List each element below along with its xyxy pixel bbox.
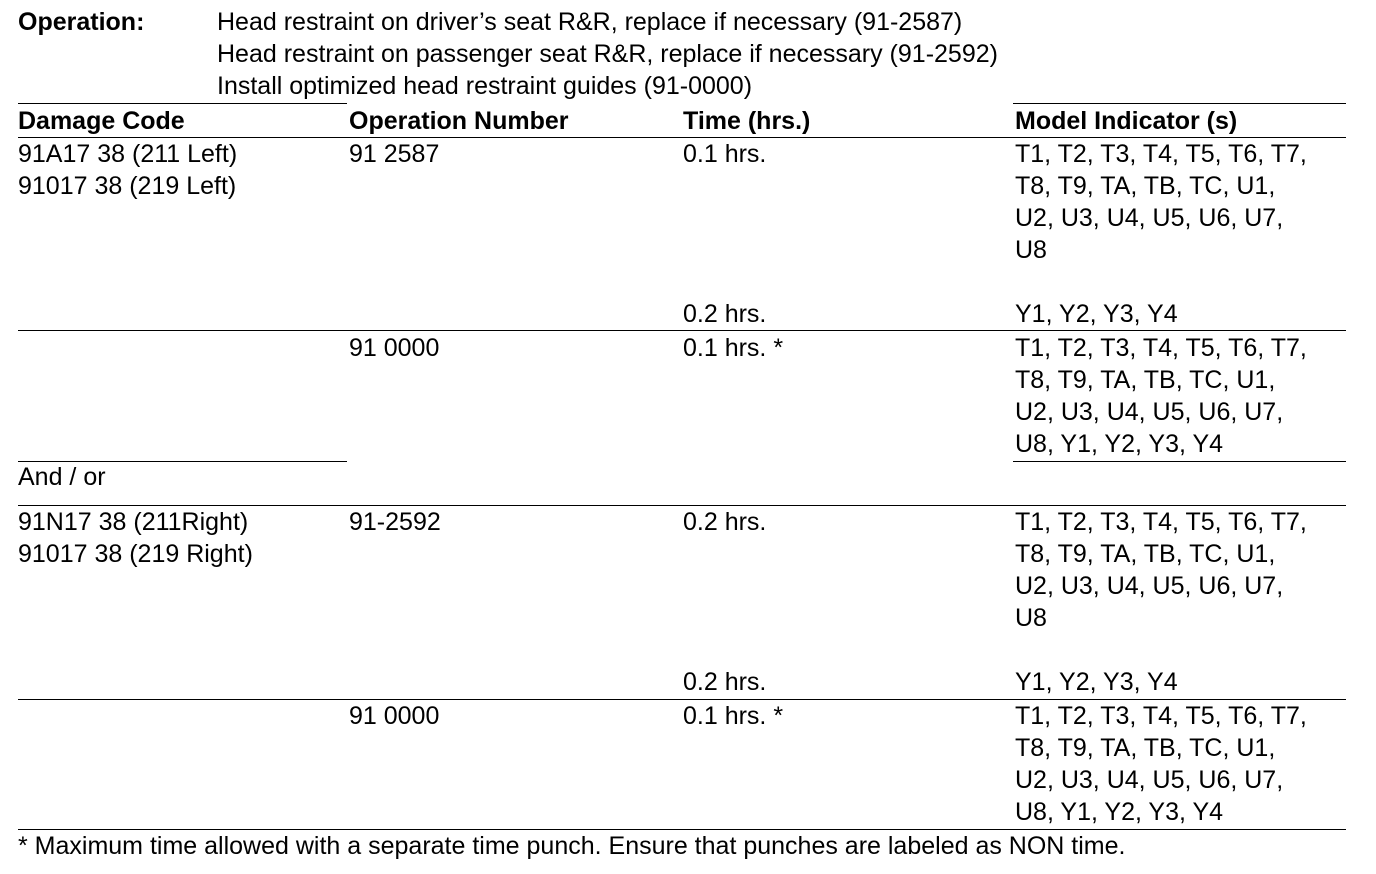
model-indicator: T8, T9, TA, TB, TC, U1, bbox=[1015, 540, 1276, 568]
operation-line-3: Install optimized head restraint guides (91-0000) bbox=[217, 72, 753, 100]
col-header-time: Time (hrs.) bbox=[683, 107, 811, 135]
time-value: 0.1 hrs. * bbox=[683, 702, 784, 730]
divider bbox=[18, 330, 1346, 331]
model-indicator: T8, T9, TA, TB, TC, U1, bbox=[1015, 172, 1276, 200]
time-value: 0.2 hrs. bbox=[683, 300, 767, 328]
model-indicator: T8, T9, TA, TB, TC, U1, bbox=[1015, 366, 1276, 394]
divider bbox=[1013, 103, 1346, 104]
and-or-label: And / or bbox=[18, 463, 106, 491]
model-indicator: U8 bbox=[1015, 604, 1047, 632]
col-header-damage-code: Damage Code bbox=[18, 107, 185, 135]
model-indicator: U2, U3, U4, U5, U6, U7, bbox=[1015, 204, 1284, 232]
model-indicator: U8, Y1, Y2, Y3, Y4 bbox=[1015, 798, 1224, 826]
damage-code: 91N17 38 (211Right) bbox=[18, 508, 249, 536]
operation-label: Operation: bbox=[18, 8, 145, 36]
col-header-operation-number: Operation Number bbox=[349, 107, 569, 135]
time-value: 0.1 hrs. * bbox=[683, 334, 784, 362]
col-header-model-indicator: Model Indicator (s) bbox=[1015, 107, 1238, 135]
model-indicator: U2, U3, U4, U5, U6, U7, bbox=[1015, 572, 1284, 600]
footnote: * Maximum time allowed with a separate time punch. Ensure that punches are labeled as NON time. bbox=[18, 832, 1126, 860]
model-indicator: Y1, Y2, Y3, Y4 bbox=[1015, 668, 1178, 696]
model-indicator: U8 bbox=[1015, 236, 1047, 264]
damage-code: 91017 38 (219 Left) bbox=[18, 172, 237, 200]
damage-code: 91017 38 (219 Right) bbox=[18, 540, 253, 568]
operation-number: 91 2587 bbox=[349, 140, 440, 168]
operation-number: 91 0000 bbox=[349, 334, 440, 362]
operation-line-2: Head restraint on passenger seat R&R, replace if necessary (91-2592) bbox=[217, 40, 998, 68]
divider bbox=[1013, 461, 1346, 462]
time-value: 0.2 hrs. bbox=[683, 668, 767, 696]
model-indicator: Y1, Y2, Y3, Y4 bbox=[1015, 300, 1178, 328]
model-indicator: T8, T9, TA, TB, TC, U1, bbox=[1015, 734, 1276, 762]
operation-number: 91-2592 bbox=[349, 508, 441, 536]
damage-code: 91A17 38 (211 Left) bbox=[18, 140, 238, 168]
model-indicator: T1, T2, T3, T4, T5, T6, T7, bbox=[1015, 334, 1307, 362]
model-indicator: T1, T2, T3, T4, T5, T6, T7, bbox=[1015, 702, 1307, 730]
model-indicator: U8, Y1, Y2, Y3, Y4 bbox=[1015, 430, 1224, 458]
model-indicator: U2, U3, U4, U5, U6, U7, bbox=[1015, 766, 1284, 794]
divider bbox=[18, 103, 347, 104]
time-value: 0.2 hrs. bbox=[683, 508, 767, 536]
model-indicator: T1, T2, T3, T4, T5, T6, T7, bbox=[1015, 140, 1307, 168]
operation-number: 91 0000 bbox=[349, 702, 440, 730]
model-indicator: T1, T2, T3, T4, T5, T6, T7, bbox=[1015, 508, 1307, 536]
model-indicator: U2, U3, U4, U5, U6, U7, bbox=[1015, 398, 1284, 426]
time-value: 0.1 hrs. bbox=[683, 140, 767, 168]
operation-line-1: Head restraint on driver’s seat R&R, replace if necessary (91-2587) bbox=[217, 8, 963, 36]
